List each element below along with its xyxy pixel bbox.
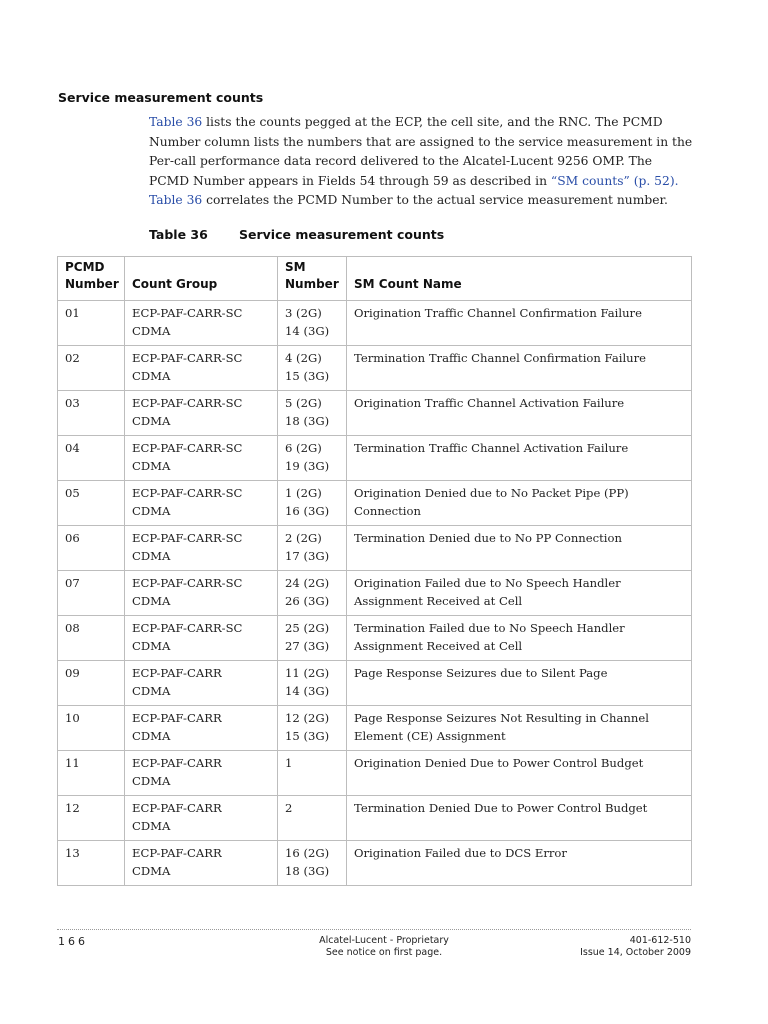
cell-count-group: ECP-PAF-CARR-SC CDMA (125, 526, 278, 571)
page-number: 166 (58, 935, 88, 948)
table-caption (149, 227, 444, 242)
table-header-row (58, 257, 692, 301)
cell-count-group: ECP-PAF-CARR CDMA (125, 796, 278, 841)
cell-sm-count-name: Termination Traffic Channel Confirmation Failure (347, 346, 692, 391)
cell-pcmd-number: 04 (58, 436, 125, 481)
cell-sm-number: 5 (2G) 18 (3G) (278, 391, 347, 436)
cell-count-group: ECP-PAF-CARR-SC CDMA (125, 436, 278, 481)
header-sm-count-name: SM Count Name (347, 257, 692, 301)
cell-count-group: ECP-PAF-CARR-SC CDMA (125, 346, 278, 391)
cell-count-group: ECP-PAF-CARR-SC CDMA (125, 301, 278, 346)
footer-document-info: 401-612-510 Issue 14, October 2009 (580, 935, 691, 958)
cell-pcmd-number: 12 (58, 796, 125, 841)
cell-sm-number: 16 (2G) 18 (3G) (278, 841, 347, 886)
cell-sm-count-name: Origination Traffic Channel Activation Failure (347, 391, 692, 436)
table-row (58, 706, 692, 751)
cell-pcmd-number: 11 (58, 751, 125, 796)
cell-pcmd-number: 01 (58, 301, 125, 346)
cell-sm-number: 11 (2G) 14 (3G) (278, 661, 347, 706)
cell-sm-count-name: Termination Denied due to No PP Connection (347, 526, 692, 571)
cell-sm-number: 24 (2G) 26 (3G) (278, 571, 347, 616)
cell-pcmd-number: 09 (58, 661, 125, 706)
table-row (58, 301, 692, 346)
cell-sm-count-name: Termination Denied Due to Power Control Budget (347, 796, 692, 841)
cell-sm-count-name: Termination Failed due to No Speech Handler Assignment Received at Cell (347, 616, 692, 661)
intro-paragraph (149, 113, 694, 211)
header-count-group: Count Group (125, 257, 278, 301)
table-36-link[interactable]: Table 36 (149, 115, 203, 129)
cell-pcmd-number: 06 (58, 526, 125, 571)
sm-counts-link[interactable]: “SM counts” (p. 52). (550, 173, 679, 188)
cell-count-group: ECP-PAF-CARR CDMA (125, 751, 278, 796)
table-body (58, 301, 692, 886)
cell-sm-number: 25 (2G) 27 (3G) (278, 616, 347, 661)
cell-pcmd-number: 08 (58, 616, 125, 661)
table-row (58, 526, 692, 571)
cell-sm-number: 3 (2G) 14 (3G) (278, 301, 347, 346)
cell-sm-count-name: Origination Failed due to No Speech Handler Assignment Received at Cell (347, 571, 692, 616)
table-36-link-2[interactable]: Table 36 (149, 193, 203, 207)
cell-sm-number: 2 (278, 796, 347, 841)
table-row (58, 481, 692, 526)
cell-count-group: ECP-PAF-CARR-SC CDMA (125, 571, 278, 616)
table-row (58, 661, 692, 706)
cell-count-group: ECP-PAF-CARR CDMA (125, 706, 278, 751)
cell-sm-number: 1 (278, 751, 347, 796)
cell-pcmd-number: 03 (58, 391, 125, 436)
footer-proprietary-notice: Alcatel-Lucent - Proprietary See notice on first page. (319, 935, 449, 958)
table-row (58, 346, 692, 391)
cell-pcmd-number: 10 (58, 706, 125, 751)
table-row (58, 436, 692, 481)
cell-sm-count-name: Origination Traffic Channel Confirmation Failure (347, 301, 692, 346)
table-row (58, 796, 692, 841)
table-row (58, 841, 692, 886)
cell-count-group: ECP-PAF-CARR CDMA (125, 841, 278, 886)
cell-pcmd-number: 13 (58, 841, 125, 886)
table-row (58, 571, 692, 616)
header-pcmd-number: PCMD Number (58, 257, 125, 301)
cell-count-group: ECP-PAF-CARR-SC CDMA (125, 616, 278, 661)
cell-count-group: ECP-PAF-CARR-SC CDMA (125, 391, 278, 436)
cell-sm-count-name: Page Response Seizures due to Silent Page (347, 661, 692, 706)
cell-sm-number: 6 (2G) 19 (3G) (278, 436, 347, 481)
table-row (58, 616, 692, 661)
cell-sm-number: 12 (2G) 15 (3G) (278, 706, 347, 751)
service-measurement-table (57, 256, 692, 886)
cell-sm-count-name: Origination Denied Due to Power Control Budget (347, 751, 692, 796)
cell-sm-number: 1 (2G) 16 (3G) (278, 481, 347, 526)
footer-divider (57, 929, 691, 930)
cell-sm-number: 4 (2G) 15 (3G) (278, 346, 347, 391)
cell-pcmd-number: 05 (58, 481, 125, 526)
cell-pcmd-number: 02 (58, 346, 125, 391)
intro-text-1: lists the counts pegged at the ECP, the cell site, and the RNC. The PCMD Number column lists the numbers that are assigned to the service measurement in the Per-call performance data record delivered to the Alcatel-Lucent 9256 OMP. The PCMD Number appears in Fields 54 through 59 as described in (149, 115, 693, 188)
cell-count-group: ECP-PAF-CARR-SC CDMA (125, 481, 278, 526)
header-sm-number: SM Number (278, 257, 347, 301)
table-caption-title: Service measurement counts (239, 227, 445, 242)
table-row (58, 751, 692, 796)
cell-sm-count-name: Origination Denied due to No Packet Pipe (PP) Connection (347, 481, 692, 526)
cell-sm-count-name: Origination Failed due to DCS Error (347, 841, 692, 886)
table-row (58, 391, 692, 436)
section-heading: Service measurement counts (58, 90, 264, 105)
cell-sm-number: 2 (2G) 17 (3G) (278, 526, 347, 571)
table-caption-label: Table 36 (149, 227, 208, 242)
cell-pcmd-number: 07 (58, 571, 125, 616)
intro-text-3: correlates the PCMD Number to the actual service measurement number. (202, 193, 668, 207)
cell-count-group: ECP-PAF-CARR CDMA (125, 661, 278, 706)
cell-sm-count-name: Termination Traffic Channel Activation Failure (347, 436, 692, 481)
cell-sm-count-name: Page Response Seizures Not Resulting in Channel Element (CE) Assignment (347, 706, 692, 751)
